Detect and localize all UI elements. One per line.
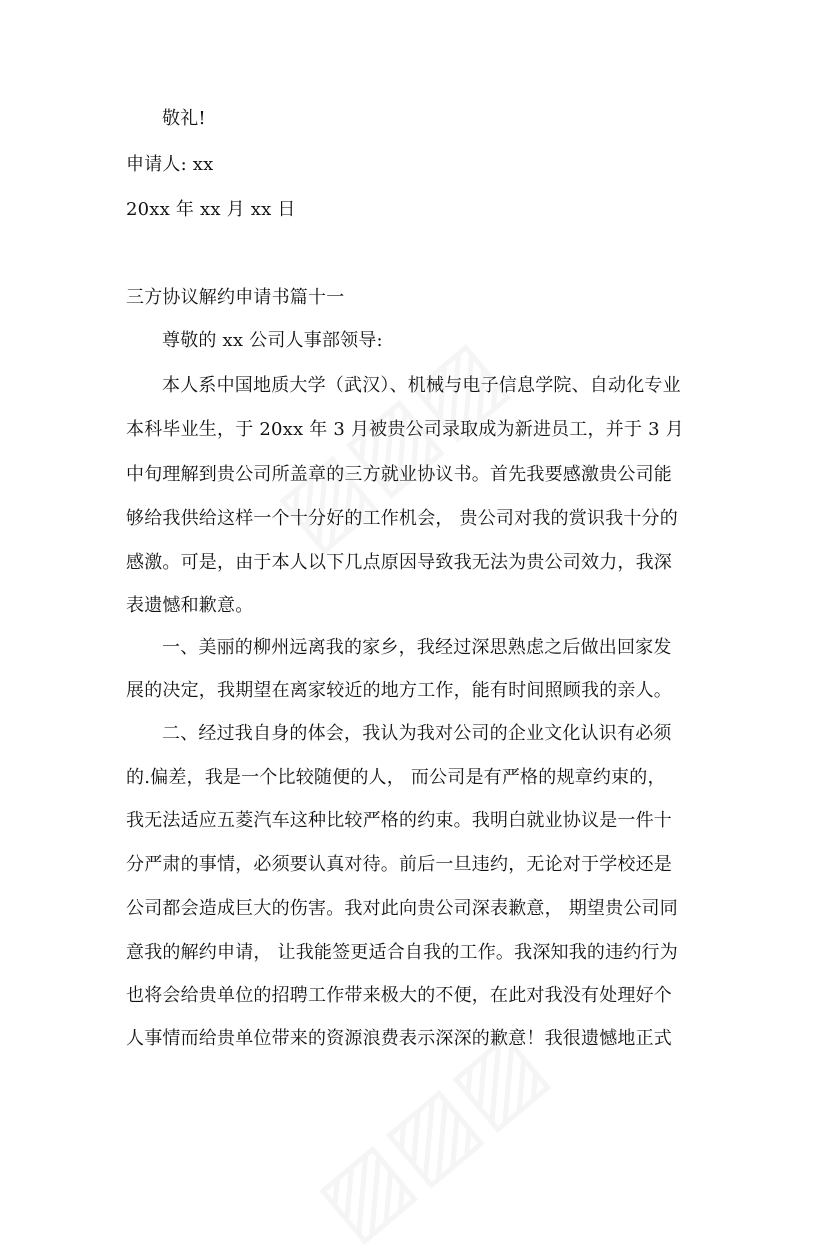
paragraph-line: 感激。可是，由于本人以下几点原因导致我无法为贵公司效力，我深	[126, 552, 672, 573]
greeting: 尊敬的 xx 公司人事部领导:	[162, 330, 383, 351]
paragraph-line: 一、美丽的柳州远离我的家乡，我经过深思熟虑之后做出回家发	[162, 637, 672, 658]
date-line: 20xx 年 xx 月 xx 日	[126, 199, 296, 220]
section-title: 三方协议解约申请书篇十一	[126, 287, 345, 308]
paragraph-line: 够给我供给这样一个十分好的工作机会， 贵公司对我的赏识我十分的	[126, 508, 678, 529]
paragraph-line: 的.偏差，我是一个比较随便的人， 而公司是有严格的规章约束的，	[126, 767, 666, 788]
paragraph-line: 我无法适应五菱汽车这种比较严格的约束。我明白就业协议是一件十	[126, 810, 672, 831]
paragraph-line: 公司都会造成巨大的伤害。我对此向贵公司深表歉意， 期望贵公司同	[126, 898, 678, 919]
paragraph-line: 也将会给贵单位的招聘工作带来极大的不便，在此对我没有处理好个	[126, 985, 672, 1006]
paragraph-line: 人事情而给贵单位带来的资源浪费表示深深的歉意！我很遗憾地正式	[126, 1028, 672, 1049]
paragraph-line: 二、经过我自身的体会，我认为我对公司的企业文化认识有必须	[162, 723, 672, 744]
paragraph-line: 意我的解约申请， 让我能签更适合自我的工作。我深知我的违约行为	[126, 942, 678, 963]
applicant-line: 申请人: xx	[126, 154, 214, 175]
closing-salute: 敬礼!	[162, 108, 206, 129]
paragraph-line: 表遗憾和歉意。	[126, 595, 254, 616]
paragraph-line: 中旬理解到贵公司所盖章的三方就业协议书。首先我要感激贵公司能	[126, 464, 672, 485]
paragraph-line: 展的决定，我期望在离家较近的地方工作，能有时间照顾我的亲人。	[126, 680, 672, 701]
paragraph-line: 本科毕业生，于 20xx 年 3 月被贵公司录取成为新进员工，并于 3 月	[126, 419, 684, 440]
paragraph-line: 本人系中国地质大学（武汉）、机械与电子信息学院、自动化专业	[162, 375, 681, 396]
paragraph-line: 分严肃的事情，必须要认真对待。前后一旦违约，无论对于学校还是	[126, 854, 672, 875]
